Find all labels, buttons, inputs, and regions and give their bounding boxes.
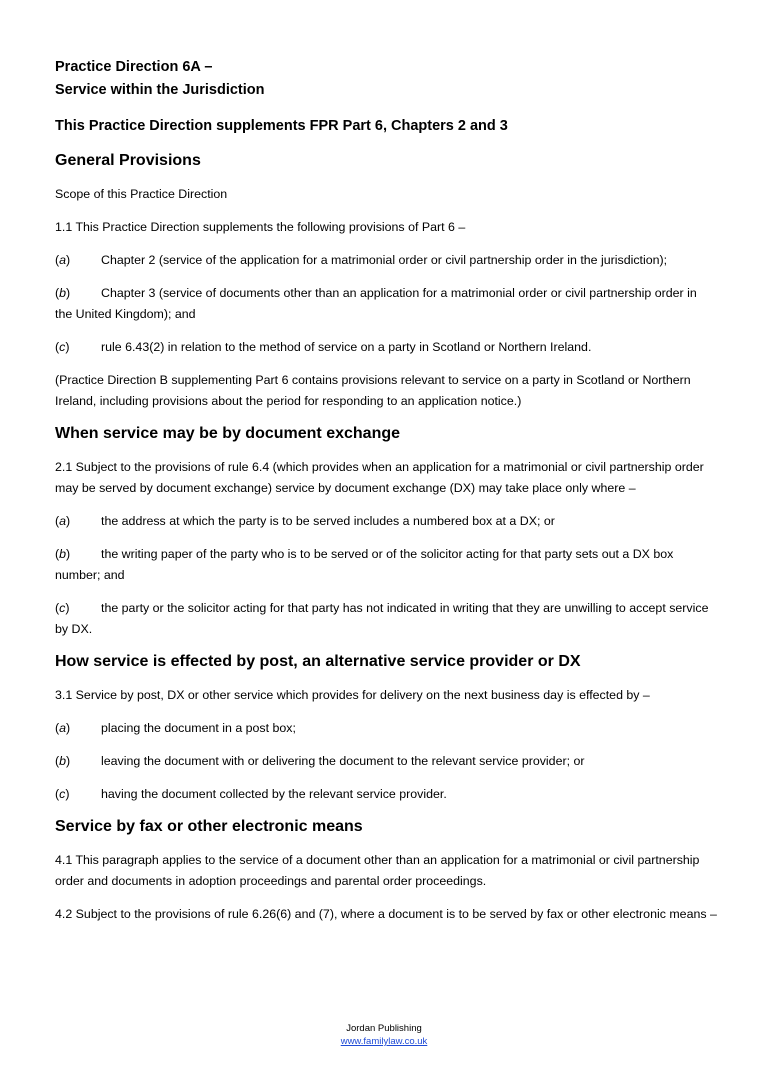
supplements-heading: This Practice Direction supplements FPR Part 6, Chapters 2 and 3 (55, 118, 508, 134)
item-label: (a) (55, 253, 71, 267)
paragraph-4-1: 4.1 This paragraph applies to the service of a document other than an application for a matrimonial or civil partnership order and documents in adoption proceedings and parental order proceedings. (55, 853, 700, 888)
scope-heading: Scope of this Practice Direction (55, 187, 228, 201)
fax-service-heading: Service by fax or other electronic means (55, 818, 363, 835)
item-text: placing the document in a post box; (101, 721, 296, 735)
item-text: having the document collected by the relevant service provider. (101, 787, 447, 801)
list-item (55, 544, 717, 586)
page-footer (0, 1022, 768, 1048)
list-item (55, 250, 717, 271)
list-item (55, 784, 717, 805)
paragraph-2-1: 2.1 Subject to the provisions of rule 6.4 (which provides when an application for a matrimonial or civil partnership order may be served by document exchange) service by document exchange (DX) may take place only where – (55, 460, 704, 495)
item-label: (a) (55, 514, 71, 528)
publisher-link[interactable]: www.familylaw.co.uk (340, 1036, 428, 1047)
item-label: (a) (55, 721, 71, 735)
list-item (55, 283, 717, 325)
practice-direction-note: (Practice Direction B supplementing Part 6 contains provisions relevant to service on a party in Scotland or Northern Ireland, including provisions about the period for responding to an application notice.) (55, 373, 691, 408)
paragraph-3-1: 3.1 Service by post, DX or other service which provides for delivery on the next business day is effected by – (55, 688, 650, 702)
title-line-2: Service within the Jurisdiction (55, 82, 265, 98)
item-text: the address at which the party is to be served includes a numbered box at a DX; or (101, 514, 555, 528)
item-label: (b) (55, 547, 71, 561)
item-text: the writing paper of the party who is to be served or of the solicitor acting for that party sets out a DX box number; and (55, 547, 674, 582)
item-text: Chapter 2 (service of the application for a matrimonial order or civil partnership order in the jurisdiction); (101, 253, 668, 267)
item-text: leaving the document with or delivering the document to the relevant service provider; or (101, 754, 585, 768)
item-label: (c) (55, 340, 70, 354)
paragraph-4-2: 4.2 Subject to the provisions of rule 6.26(6) and (7), where a document is to be served by fax or other electronic means – (55, 907, 717, 921)
title-line-1: Practice Direction 6A – (55, 59, 213, 75)
general-provisions-heading: General Provisions (55, 152, 201, 169)
list-item (55, 511, 717, 532)
document-title (55, 56, 717, 102)
item-label: (c) (55, 601, 70, 615)
document-page (55, 56, 717, 925)
document-exchange-heading: When service may be by document exchange (55, 425, 401, 442)
paragraph-1-1: 1.1 This Practice Direction supplements the following provisions of Part 6 – (55, 220, 466, 234)
list-item (55, 337, 717, 358)
item-label: (b) (55, 286, 71, 300)
item-text: the party or the solicitor acting for that party has not indicated in writing that they are unwilling to accept service by DX. (55, 601, 709, 636)
item-text: rule 6.43(2) in relation to the method of service on a party in Scotland or Northern Ireland. (101, 340, 592, 354)
list-item (55, 751, 717, 772)
item-label: (b) (55, 754, 71, 768)
item-label: (c) (55, 787, 70, 801)
item-text: Chapter 3 (service of documents other than an application for a matrimonial order or civil partnership order in the United Kingdom); and (55, 286, 697, 321)
list-item (55, 598, 717, 640)
publisher-name: Jordan Publishing (346, 1023, 422, 1034)
post-service-heading: How service is effected by post, an alternative service provider or DX (55, 653, 581, 670)
list-item (55, 718, 717, 739)
